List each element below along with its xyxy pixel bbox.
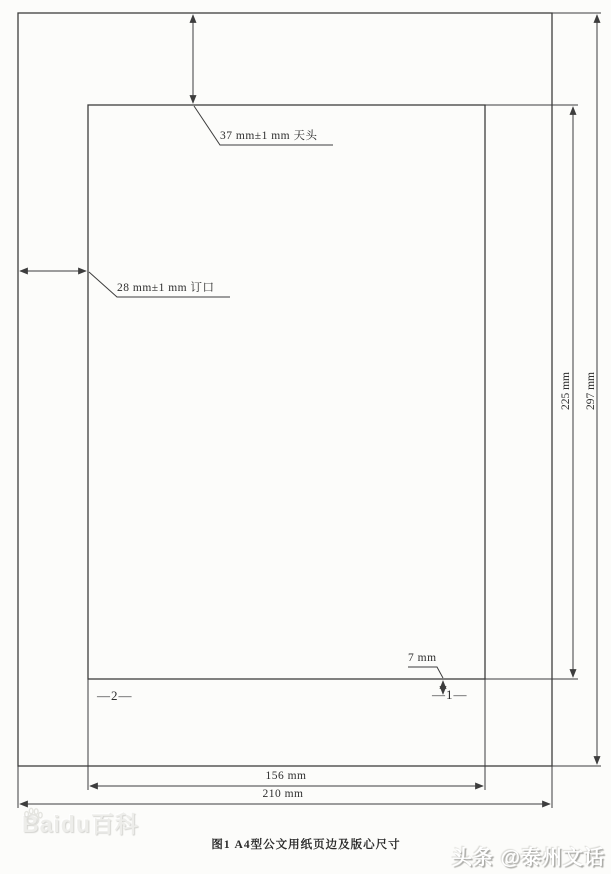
text-area-outline [88, 105, 485, 679]
baidu-paw-icon [22, 806, 44, 828]
binding-margin-label: 28 mm±1 mm 订口 [117, 282, 215, 294]
page-outline [18, 13, 552, 766]
toutiao-watermark: 头条 @泰州文话 [451, 847, 605, 869]
page-width-label: 210 mm [262, 788, 304, 800]
position-marker-2: —2— [97, 688, 133, 703]
leader-bottom-rule [408, 667, 443, 678]
bottom-rule-label: 7 mm [408, 652, 437, 664]
top-margin-label: 37 mm±1 mm 天头 [220, 130, 318, 142]
figure-caption: 图1 A4型公文用纸页边及版心尺寸 [211, 839, 401, 851]
baidu-watermark-text: Baidu百科 [22, 811, 139, 837]
textarea-height-label: 225 mm [560, 372, 572, 411]
page-height-label: 297 mm [585, 372, 597, 411]
position-marker-1: —1— [432, 687, 468, 702]
baidu-watermark [22, 806, 139, 839]
textarea-width-label: 156 mm [265, 770, 307, 782]
